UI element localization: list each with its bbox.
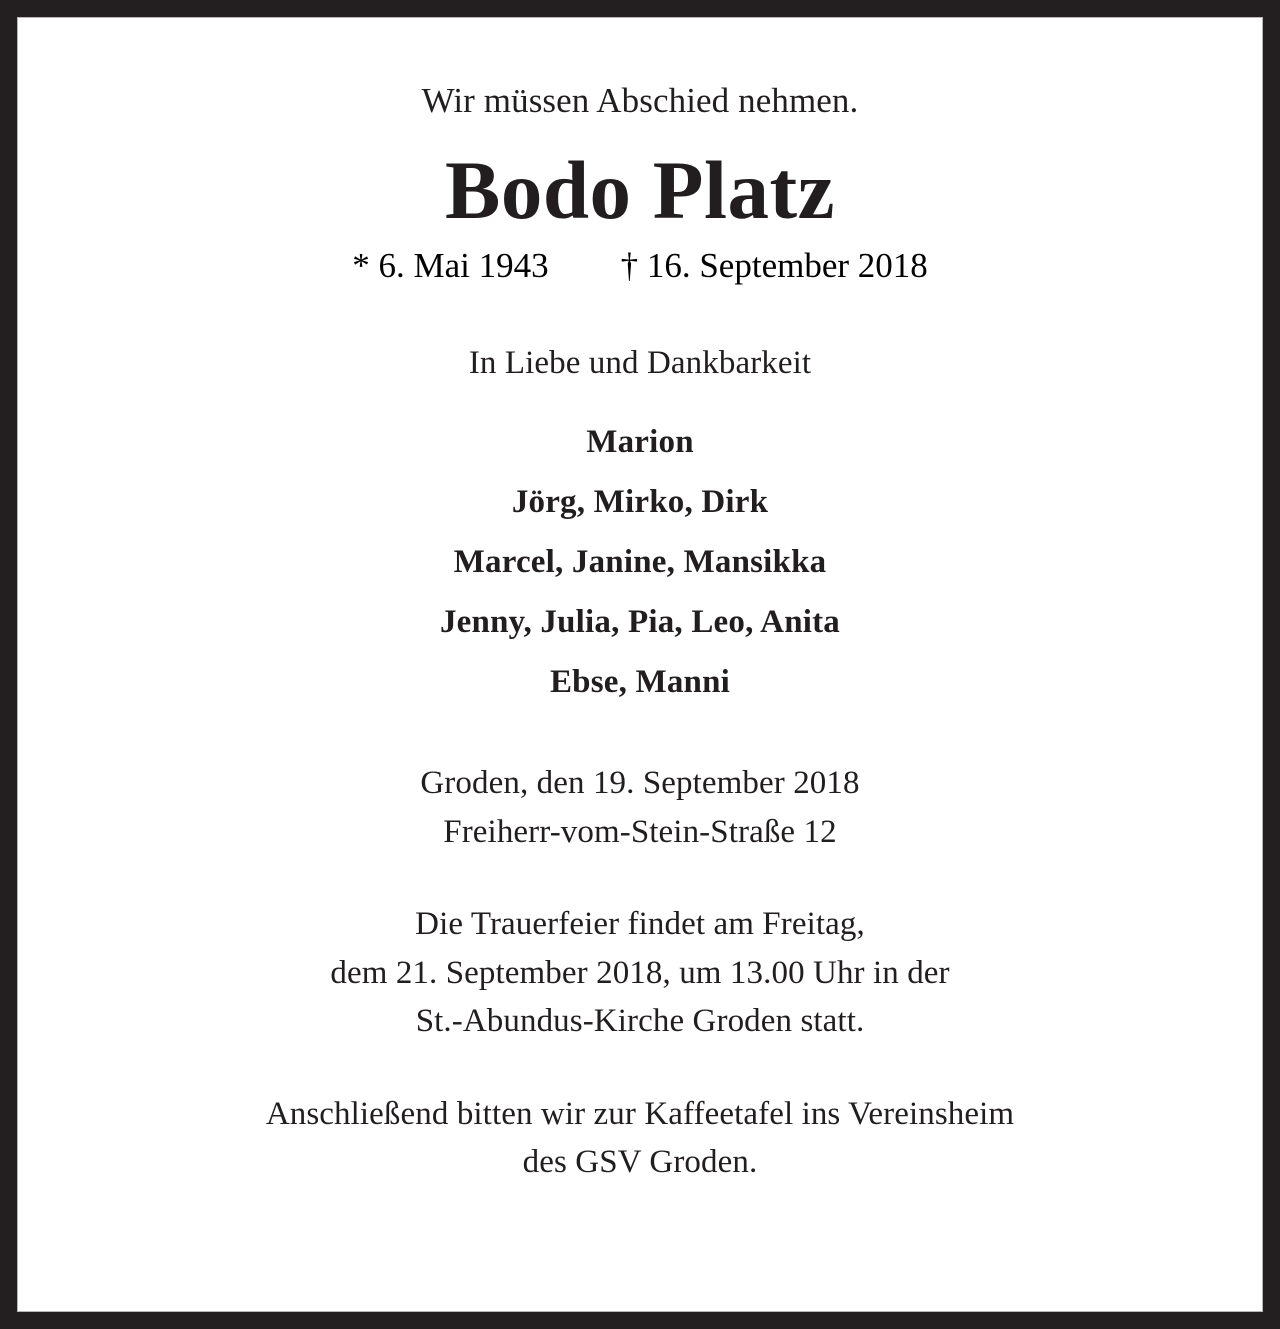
street-address-line: Freiherr-vom-Stein-Straße 12: [443, 813, 837, 850]
dedication-text: In Liebe und Dankbarkeit: [468, 345, 812, 382]
deceased-name: Bodo Platz: [444, 144, 835, 237]
birth-date: * 6. Mai 1943: [352, 246, 549, 286]
reception-line-2: des GSV Groden.: [522, 1144, 758, 1181]
list-item: Jenny, Julia, Pia, Leo, Anita: [439, 604, 841, 641]
funeral-service-block: [18, 900, 1262, 1046]
obituary-card: [17, 17, 1263, 1312]
list-item: Ebse, Manni: [549, 664, 731, 701]
opening-statement: Wir müssen Abschied nehmen.: [421, 81, 859, 120]
list-item: Marcel, Janine, Mansikka: [453, 544, 827, 581]
place-date-line: Groden, den 19. September 2018: [420, 765, 860, 802]
survivors-list: [18, 426, 1262, 699]
place-and-date-block: [18, 759, 1262, 856]
reception-block: [18, 1090, 1262, 1187]
service-line-1: Die Trauerfeier findet am Freitag,: [415, 906, 865, 943]
list-item: Jörg, Mirko, Dirk: [511, 484, 769, 521]
death-date: † 16. September 2018: [620, 246, 928, 286]
service-line-2: dem 21. September 2018, um 13.00 Uhr in der: [330, 954, 950, 991]
reception-line-1: Anschließend bitten wir zur Kaffeetafel ins Vereinsheim: [265, 1095, 1015, 1132]
service-line-3: St.-Abundus-Kirche Groden statt.: [415, 1003, 865, 1040]
list-item: Marion: [586, 424, 694, 461]
life-dates: [352, 246, 928, 286]
